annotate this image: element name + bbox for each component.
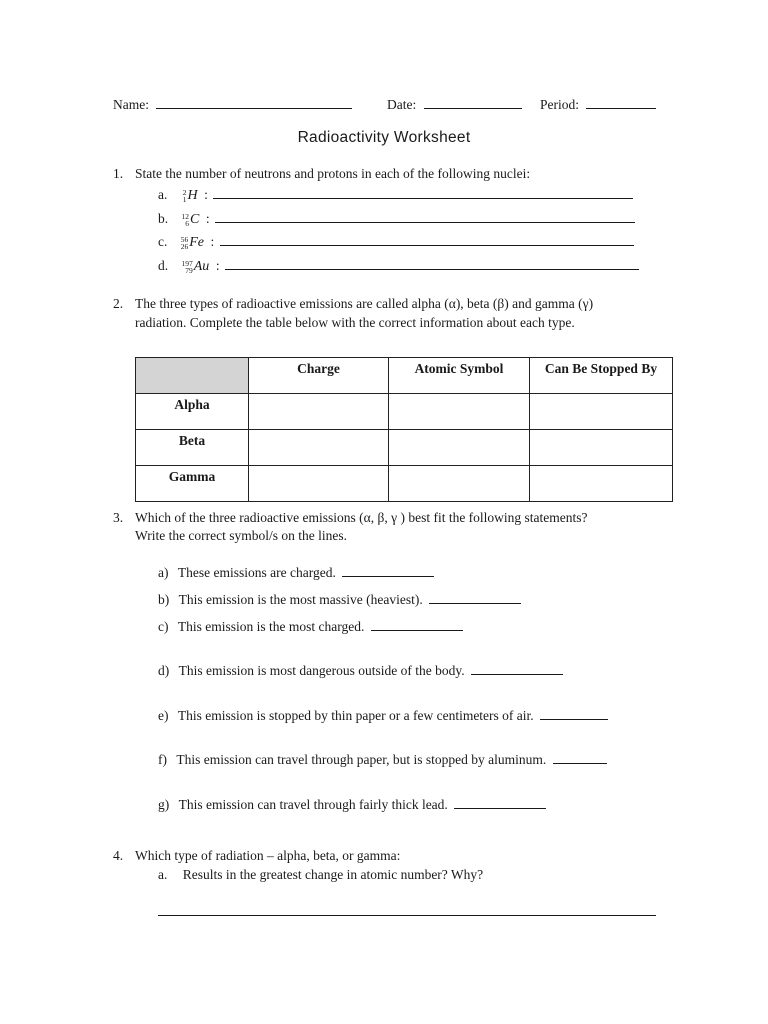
radiation-table (135, 357, 673, 502)
q3-item-c: c) This emission is the most charged. (158, 617, 463, 635)
q3-answer-a[interactable] (342, 563, 434, 577)
q4-item-a: a. Results in the greatest change in atomic number? Why? (158, 867, 484, 882)
cell-gamma-symbol[interactable] (389, 466, 530, 502)
period-field[interactable] (586, 95, 656, 109)
q1-item-b: b. 12 6C : (158, 209, 635, 228)
q3-answer-d[interactable] (471, 661, 563, 675)
q1-answer-a[interactable] (213, 185, 633, 199)
table-row (136, 394, 673, 430)
page-title: Radioactivity Worksheet (297, 129, 471, 146)
q3-answer-e[interactable] (540, 706, 608, 720)
name-field[interactable] (156, 95, 352, 109)
column-header-stopped-by: Can Be Stopped By (530, 358, 673, 394)
date-label: Date: (387, 95, 522, 113)
q3-answer-g[interactable] (454, 795, 546, 809)
q1-answer-b[interactable] (215, 209, 635, 223)
q3-item-d: d) This emission is most dangerous outside of the body. (158, 661, 563, 679)
q3-answer-c[interactable] (371, 617, 463, 631)
cell-gamma-charge[interactable] (249, 466, 389, 502)
cell-alpha-stopped-by[interactable] (530, 394, 673, 430)
q3-number: 3. (113, 510, 124, 525)
q4-answer-line[interactable] (158, 902, 656, 916)
cell-alpha-symbol[interactable] (389, 394, 530, 430)
cell-alpha-charge[interactable] (249, 394, 389, 430)
cell-gamma-stopped-by[interactable] (530, 466, 673, 502)
q1-answer-c[interactable] (220, 232, 634, 246)
q1-item-c: c. 56 26Fe : (158, 232, 634, 251)
q2-text-line2: radiation. Complete the table below with the correct information about each type. (135, 315, 575, 330)
cell-beta-symbol[interactable] (389, 430, 530, 466)
row-header-gamma: Gamma (136, 466, 249, 502)
q2-text-line1: The three types of radioactive emissions are called alpha (α), beta (β) and gamma (γ) (135, 296, 594, 311)
q3-item-f: f) This emission can travel through paper, but is stopped by aluminum. (158, 750, 607, 768)
row-header-alpha: Alpha (136, 394, 249, 430)
table-row (136, 430, 673, 466)
q3-item-a: a) These emissions are charged. (158, 563, 434, 581)
q3-item-b: b) This emission is the most massive (heaviest). (158, 590, 521, 608)
table-row (136, 466, 673, 502)
row-header-beta: Beta (136, 430, 249, 466)
nuclide-h: 2 1H (182, 187, 198, 204)
q1-item-d: d. 197 79Au : (158, 256, 639, 275)
table-corner-cell (136, 358, 249, 394)
nuclide-au: 197 79Au (181, 258, 210, 275)
q3-answer-b[interactable] (429, 590, 521, 604)
q3-item-e: e) This emission is stopped by thin paper or a few centimeters of air. (158, 706, 608, 724)
q4-number: 4. (113, 848, 124, 863)
name-label: Name: (113, 95, 352, 113)
q2-number: 2. (113, 296, 124, 311)
cell-beta-charge[interactable] (249, 430, 389, 466)
q3-answer-f[interactable] (553, 750, 607, 764)
table-header-row (136, 358, 673, 394)
nuclide-fe: 56 26Fe (180, 234, 205, 251)
cell-beta-stopped-by[interactable] (530, 430, 673, 466)
q1-answer-d[interactable] (225, 256, 639, 270)
period-label: Period: (540, 95, 656, 113)
q3-text-line2: Write the correct symbol/s on the lines. (135, 528, 348, 543)
nuclide-c: 12 6C (181, 211, 200, 228)
q1-text: State the number of neutrons and protons in each of the following nuclei: (135, 166, 531, 181)
column-header-charge: Charge (249, 358, 389, 394)
column-header-atomic-symbol: Atomic Symbol (389, 358, 530, 394)
q1-item-a: a. 2 1H : (158, 185, 633, 204)
q3-item-g: g) This emission can travel through fairly thick lead. (158, 795, 546, 813)
q3-text-line1: Which of the three radioactive emissions (α, β, γ ) best fit the following statements? (135, 510, 588, 525)
date-field[interactable] (424, 95, 522, 109)
q1-number: 1. (113, 166, 124, 181)
q4-text: Which type of radiation – alpha, beta, or gamma: (135, 848, 401, 863)
